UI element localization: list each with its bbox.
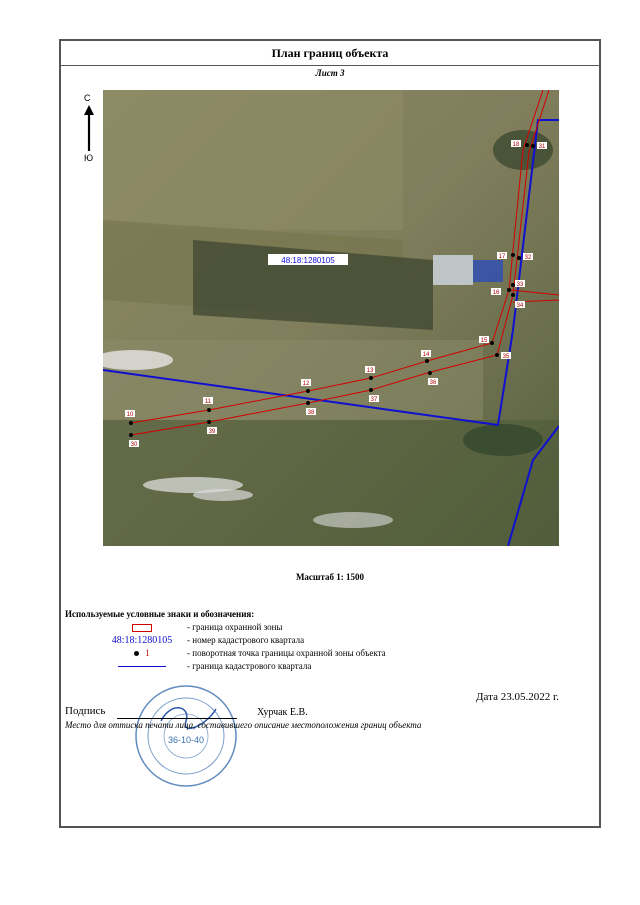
point-label: 18 bbox=[512, 142, 520, 148]
turning-point bbox=[425, 359, 429, 363]
legend-title: Используемые условные знаки и обозначения: bbox=[65, 609, 255, 619]
point-label: 39 bbox=[208, 429, 216, 435]
compass-north-label: С bbox=[84, 93, 91, 103]
point-label: 31 bbox=[538, 144, 546, 150]
legend-text: - граница охранной зоны bbox=[187, 622, 283, 632]
legend-item bbox=[61, 635, 541, 647]
turning-point bbox=[511, 283, 515, 287]
point-label: 34 bbox=[516, 303, 524, 309]
document-title: План границ объекта bbox=[61, 41, 599, 66]
compass-south-label: Ю bbox=[84, 153, 94, 163]
stamp-place-note: Место для оттиска печати лица, составившего описание местоположения границ объекта bbox=[65, 720, 422, 730]
turning-point bbox=[129, 421, 133, 425]
turning-point bbox=[306, 389, 310, 393]
legend-text: - номер кадастрового квартала bbox=[187, 635, 305, 645]
turning-point bbox=[369, 376, 373, 380]
turning-point-symbol-label: 1 bbox=[145, 648, 150, 658]
point-label: 17 bbox=[498, 254, 506, 260]
turning-point bbox=[129, 433, 133, 437]
point-label: 35 bbox=[502, 354, 510, 360]
point-label: 32 bbox=[524, 255, 532, 261]
legend-text: - поворотная точка границы охранной зоны объекта bbox=[187, 648, 386, 658]
legend-item bbox=[61, 661, 541, 673]
sheet-number: Лист 3 bbox=[315, 68, 345, 78]
turning-point bbox=[306, 401, 310, 405]
turning-point bbox=[495, 353, 499, 357]
compass bbox=[81, 93, 99, 163]
document-frame bbox=[59, 39, 601, 828]
map-view[interactable] bbox=[103, 90, 559, 546]
turning-point bbox=[507, 288, 511, 292]
point-label: 16 bbox=[492, 290, 500, 296]
cadastral-number-symbol: 48:18:1280105 bbox=[111, 635, 173, 646]
turning-point bbox=[207, 408, 211, 412]
point-label: 36 bbox=[429, 380, 437, 386]
turning-point bbox=[531, 144, 535, 148]
stamp-number: 36-10-40 bbox=[167, 735, 205, 745]
point-label: 38 bbox=[307, 410, 315, 416]
legend-item bbox=[61, 648, 541, 660]
point-label: 11 bbox=[204, 399, 212, 405]
signature-label: Подпись bbox=[65, 705, 106, 717]
turning-point bbox=[525, 143, 529, 147]
cadastral-block-label: 48:18:1280105 bbox=[281, 256, 335, 265]
turning-point bbox=[511, 293, 515, 297]
turning-point bbox=[369, 388, 373, 392]
aerial-map bbox=[103, 90, 559, 546]
legend-text: - граница кадастрового квартала bbox=[187, 661, 312, 671]
turning-point bbox=[490, 341, 494, 345]
turning-point-symbol-icon bbox=[134, 651, 139, 656]
signature-line bbox=[117, 718, 237, 719]
turning-point bbox=[207, 420, 211, 424]
point-label: 30 bbox=[130, 442, 138, 448]
document-date: Дата 23.05.2022 г. bbox=[476, 691, 559, 703]
protection-zone-symbol bbox=[132, 624, 152, 632]
turning-point bbox=[511, 253, 515, 257]
point-label: 14 bbox=[422, 352, 430, 358]
point-label: 12 bbox=[302, 381, 310, 387]
seal-stamp-icon bbox=[131, 681, 241, 791]
point-label: 10 bbox=[126, 412, 134, 418]
north-arrow-icon bbox=[83, 105, 95, 151]
turning-point bbox=[428, 371, 432, 375]
legend-item bbox=[61, 622, 541, 634]
point-label: 13 bbox=[366, 368, 374, 374]
signer-name: Хурчак Е.В. bbox=[257, 707, 308, 718]
point-label: 37 bbox=[370, 397, 378, 403]
cadastral-boundary-symbol bbox=[118, 666, 166, 667]
map-scale: Масштаб 1: 1500 bbox=[295, 572, 365, 582]
turning-point bbox=[517, 256, 521, 260]
point-label: 15 bbox=[480, 338, 488, 344]
point-label: 33 bbox=[516, 282, 524, 288]
